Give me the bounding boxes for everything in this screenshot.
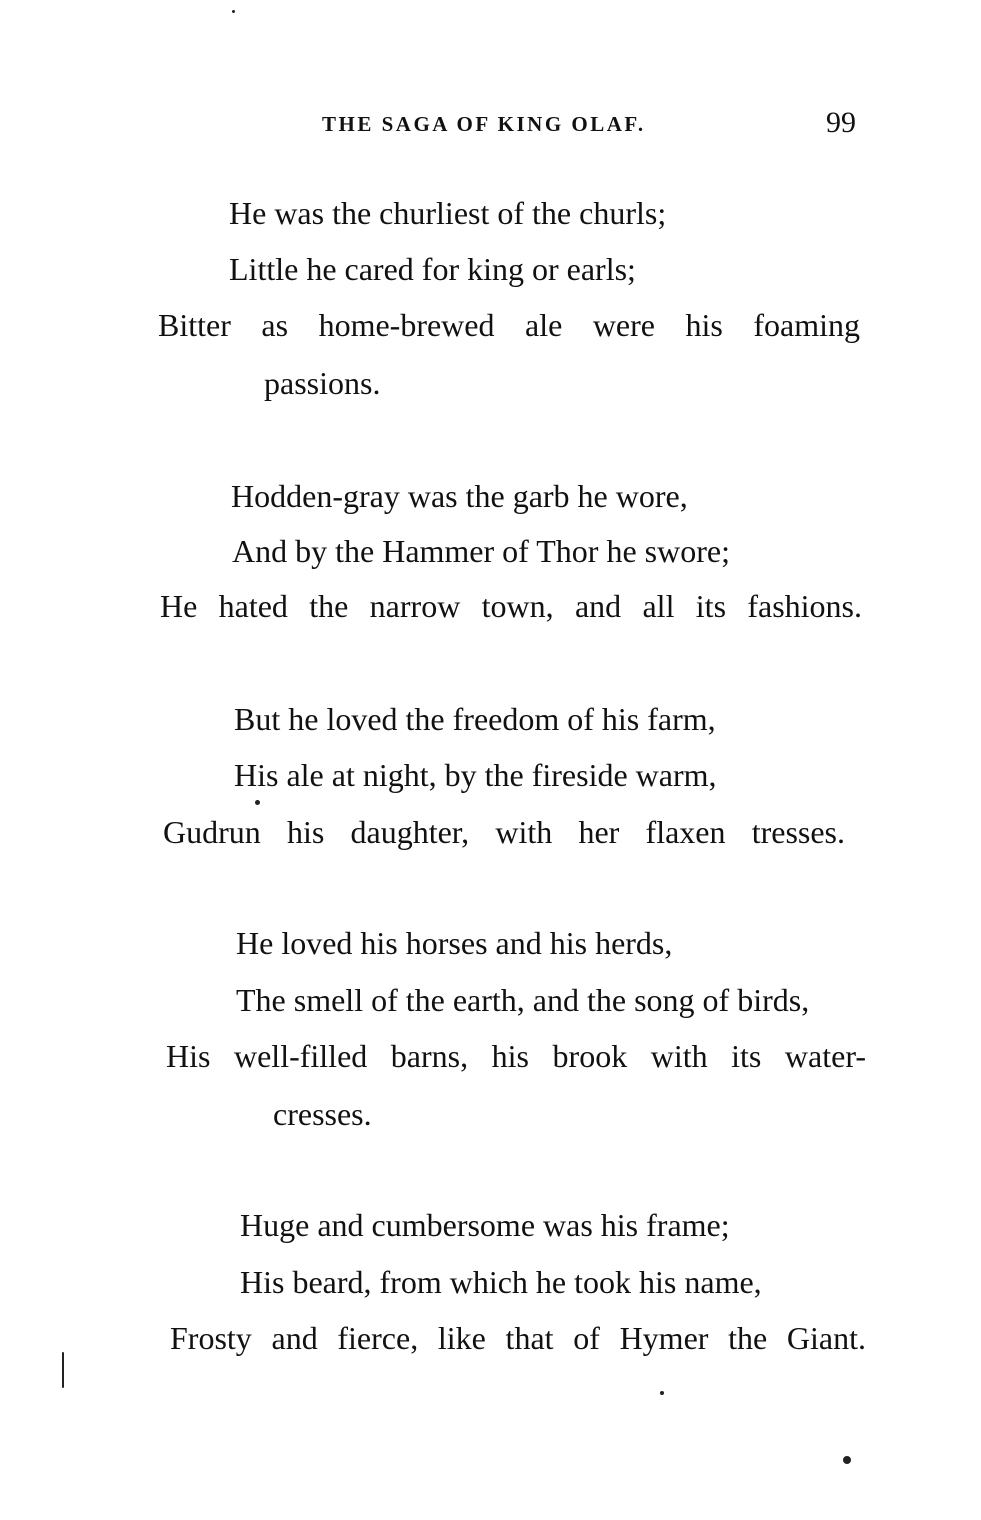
scan-speck: [62, 1352, 64, 1388]
poem-line-continuation: cresses.: [273, 1096, 372, 1132]
scan-speck: [232, 10, 235, 13]
scan-speck: [255, 800, 260, 805]
poem-line: But he loved the freedom of his farm,: [234, 701, 716, 737]
running-head: THE SAGA OF KING OLAF.: [322, 112, 646, 136]
poem-line: He hated the narrow town, and all its fashions.: [160, 588, 862, 624]
poem-line: Gudrun his daughter, with her flaxen tresses.: [163, 814, 845, 850]
poem-line: Hodden-gray was the garb he wore,: [231, 478, 688, 514]
poem-line: Bitter as home-brewed ale were his foaming: [158, 307, 860, 343]
poem-line: Little he cared for king or earls;: [229, 251, 636, 287]
poem-line-continuation: passions.: [264, 365, 381, 401]
poem-line: He was the churliest of the churls;: [229, 195, 667, 231]
scan-speck: [660, 1391, 664, 1395]
poem-line: Frosty and fierce, like that of Hymer the Giant.: [170, 1320, 866, 1356]
poem-line: His ale at night, by the fireside warm,: [234, 757, 717, 793]
poem-line: The smell of the earth, and the song of birds,: [236, 982, 810, 1018]
poem-line: Huge and cumbersome was his frame;: [240, 1207, 730, 1243]
page-number: 99: [826, 106, 856, 139]
poem-line: His well-filled barns, his brook with its water-: [166, 1038, 866, 1074]
poem-line: And by the Hammer of Thor he swore;: [232, 533, 730, 569]
scan-speck: [843, 1456, 851, 1464]
poem-line: His beard, from which he took his name,: [240, 1264, 762, 1300]
poem-line: He loved his horses and his herds,: [236, 925, 673, 961]
